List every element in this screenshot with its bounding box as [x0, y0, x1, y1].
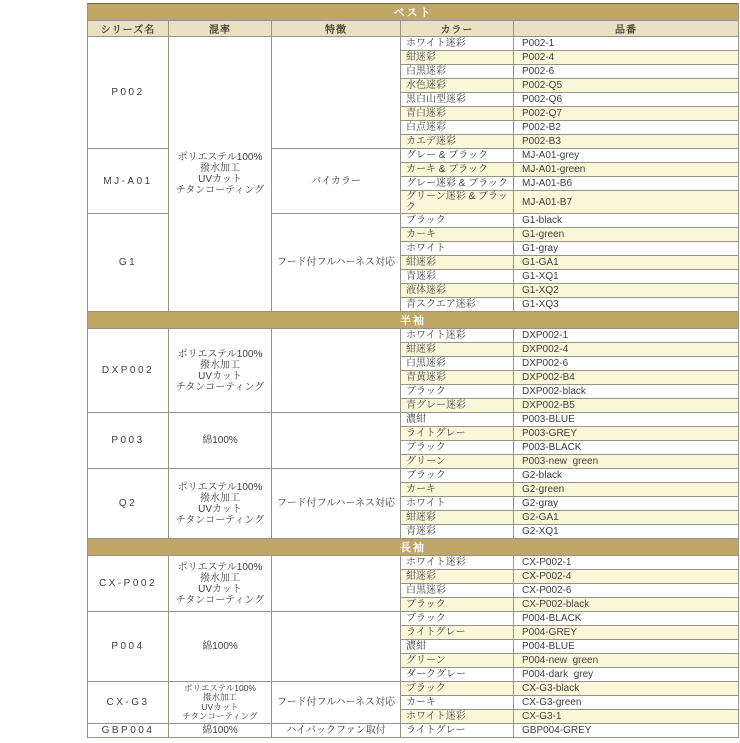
mix-line: チタンコーティング: [182, 710, 258, 721]
color-name-cell: 濃紺: [401, 640, 514, 654]
part-number-cell: P002-6: [514, 65, 739, 79]
part-number-cell: G1-black: [514, 214, 739, 228]
mix-line: ポリエステル100%: [184, 683, 256, 694]
series-name-cell: CX-P002: [88, 556, 169, 612]
feature-cell: フード付フルハーネス対応: [272, 214, 401, 312]
mix-line: チタンコーティング: [175, 594, 265, 606]
part-number-cell: P003-BLUE: [514, 413, 739, 427]
color-name-cell: 白黒迷彩: [401, 357, 514, 371]
mix-line: 綿100%: [202, 435, 238, 446]
mix-line: UVカット: [198, 583, 242, 595]
column-header-2: 特徴: [272, 21, 401, 37]
color-name-cell: 紺迷彩: [401, 51, 514, 65]
color-name-cell: ホワイト: [401, 497, 514, 511]
color-name-cell: 白黒迷彩: [401, 65, 514, 79]
color-name-cell: ブラック: [401, 385, 514, 399]
series-name-cell: CX-G3: [88, 682, 169, 724]
color-name-cell: 黒白山型迷彩: [401, 93, 514, 107]
part-number-cell: P002-1: [514, 37, 739, 51]
part-number-cell: CX-G3-black: [514, 682, 739, 696]
part-number-cell: DXP002-B4: [514, 371, 739, 385]
series-name-cell: G1: [88, 214, 169, 312]
mix-cell-1-1: [169, 413, 272, 469]
part-number-cell: MJ-A01-grey: [514, 149, 739, 163]
part-number-cell: GBP004-GREY: [514, 724, 739, 738]
color-name-cell: カーキ: [401, 696, 514, 710]
part-number-cell: P002-Q7: [514, 107, 739, 121]
feature-cell: [272, 413, 401, 469]
mix-line: チタンコーティング: [175, 185, 265, 196]
part-number-cell: G2-green: [514, 483, 739, 497]
feature-cell: [272, 556, 401, 612]
feature-cell: [272, 612, 401, 682]
color-name-cell: ホワイト: [401, 242, 514, 256]
part-number-cell: G2-XQ1: [514, 525, 739, 539]
part-number-cell: P004-BLACK: [514, 612, 739, 626]
color-name-cell: 青迷彩: [401, 270, 514, 284]
part-number-cell: G1-XQ2: [514, 284, 739, 298]
color-name-cell: ホワイト迷彩: [401, 556, 514, 570]
mix-line: 綿100%: [202, 641, 238, 652]
section-title-1: 半袖: [88, 312, 739, 329]
color-name-cell: ホワイト迷彩: [401, 37, 514, 51]
mix-line: UVカット: [198, 174, 242, 185]
color-name-cell: ブラック: [401, 598, 514, 612]
mix-line: ポリエステル100%: [177, 561, 263, 573]
color-name-cell: 濃紺: [401, 413, 514, 427]
column-header-3: カラー: [401, 21, 514, 37]
color-name-cell: グリーン: [401, 455, 514, 469]
part-number-cell: P002-B3: [514, 135, 739, 149]
part-number-cell: P002-Q6: [514, 93, 739, 107]
color-name-cell: カーキ: [401, 483, 514, 497]
color-name-cell: グレー迷彩 & ブラック: [401, 177, 514, 191]
feature-cell: ハイバックファン取付: [272, 724, 401, 738]
feature-cell: [272, 329, 401, 413]
series-name-cell: GBP004: [88, 724, 169, 738]
color-name-cell: ブラック: [401, 441, 514, 455]
color-name-cell: ブラック: [401, 682, 514, 696]
part-number-cell: G2-black: [514, 469, 739, 483]
part-number-cell: P003-BLACK: [514, 441, 739, 455]
feature-cell: フード付フルハーネス対応: [272, 469, 401, 539]
color-name-cell: ブラック: [401, 214, 514, 228]
mix-line: 撥水加工: [200, 359, 240, 371]
table-row: [88, 329, 739, 343]
part-number-cell: P004-GREY: [514, 626, 739, 640]
color-name-cell: 紺迷彩: [401, 256, 514, 270]
series-name-cell: P002: [88, 37, 169, 149]
table-row: [88, 724, 739, 738]
part-number-cell: DXP002-6: [514, 357, 739, 371]
part-number-cell: G1-XQ3: [514, 298, 739, 312]
color-name-cell: 青グレー迷彩: [401, 399, 514, 413]
table-row: [88, 612, 739, 626]
color-name-cell: ブラック: [401, 612, 514, 626]
section-title-2: 長袖: [88, 539, 739, 556]
color-name-cell: 白点迷彩: [401, 121, 514, 135]
mix-line: UVカット: [201, 701, 239, 712]
color-name-cell: カエデ迷彩: [401, 135, 514, 149]
color-name-cell: ブラック: [401, 469, 514, 483]
mix-cell-2-0: [169, 556, 272, 612]
mix-cell-1-0: [169, 329, 272, 413]
color-name-cell: 青白迷彩: [401, 107, 514, 121]
part-number-cell: CX-P002-1: [514, 556, 739, 570]
mix-line: UVカット: [198, 503, 242, 515]
part-number-cell: DXP002-1: [514, 329, 739, 343]
section-bar: [88, 539, 739, 556]
color-name-cell: ダークグレー: [401, 668, 514, 682]
mix-cell-1-2: [169, 469, 272, 539]
series-name-cell: P003: [88, 413, 169, 469]
color-name-cell: カーキ: [401, 228, 514, 242]
part-number-cell: P002-4: [514, 51, 739, 65]
color-name-cell: ライトグレー: [401, 427, 514, 441]
color-name-cell: グレー & ブラック: [401, 149, 514, 163]
part-number-cell: DXP002-black: [514, 385, 739, 399]
mix-line: 撥水加工: [202, 692, 237, 703]
color-name-cell: グリーン迷彩 & ブラック: [401, 191, 514, 214]
section-bar: [88, 4, 739, 21]
part-number-cell: P002-Q5: [514, 79, 739, 93]
series-name-cell: P004: [88, 612, 169, 682]
part-number-cell: DXP002-4: [514, 343, 739, 357]
mix-line: チタンコーティング: [175, 514, 265, 526]
mix-line: UVカット: [198, 370, 242, 382]
part-number-cell: P003-new green: [514, 455, 739, 469]
mix-cell-2-2: [169, 682, 272, 724]
color-name-cell: 紺迷彩: [401, 570, 514, 584]
part-number-cell: CX-P002-6: [514, 584, 739, 598]
mix-cell-0: [169, 37, 272, 312]
section-bar: [88, 312, 739, 329]
part-number-cell: G2-gray: [514, 497, 739, 511]
column-header-row: [88, 21, 739, 37]
table-row: [88, 682, 739, 696]
section-title-0: ベスト: [88, 4, 739, 21]
mix-cell-2-3: [169, 724, 272, 738]
mix-line: ポリエステル100%: [177, 481, 263, 493]
column-header-1: 混率: [169, 21, 272, 37]
table-row: [88, 413, 739, 427]
part-number-cell: P004-BLUE: [514, 640, 739, 654]
part-number-cell: MJ-A01-green: [514, 163, 739, 177]
part-number-cell: G2-GA1: [514, 511, 739, 525]
series-name-cell: MJ-A01: [88, 149, 169, 214]
mix-line: 撥水加工: [200, 572, 240, 584]
mix-cell-2-1: [169, 612, 272, 682]
mix-line: ポリエステル100%: [177, 152, 263, 163]
part-number-cell: CX-P002-4: [514, 570, 739, 584]
feature-cell: バイカラー: [272, 149, 401, 214]
color-name-cell: 紺迷彩: [401, 343, 514, 357]
part-number-cell: P004-new green: [514, 654, 739, 668]
color-name-cell: 水色迷彩: [401, 79, 514, 93]
part-number-cell: G1-gray: [514, 242, 739, 256]
table-row: [88, 469, 739, 483]
color-name-cell: ライトグレー: [401, 724, 514, 738]
part-number-cell: G1-XQ1: [514, 270, 739, 284]
part-number-cell: MJ-A01-B6: [514, 177, 739, 191]
mix-line: チタンコーティング: [175, 381, 265, 393]
color-name-cell: 液体迷彩: [401, 284, 514, 298]
column-header-4: 品番: [514, 21, 739, 37]
color-name-cell: グリーン: [401, 654, 514, 668]
mix-line: 綿100%: [202, 725, 238, 736]
part-number-cell: P004-dark grey: [514, 668, 739, 682]
part-number-cell: G1-green: [514, 228, 739, 242]
color-name-cell: ライトグレー: [401, 626, 514, 640]
part-number-cell: DXP002-B5: [514, 399, 739, 413]
table-row: [88, 556, 739, 570]
color-name-cell: 青黄迷彩: [401, 371, 514, 385]
color-name-cell: 青スクエア迷彩: [401, 298, 514, 312]
color-name-cell: ホワイト迷彩: [401, 710, 514, 724]
part-number-cell: CX-G3-1: [514, 710, 739, 724]
column-header-0: シリーズ名: [88, 21, 169, 37]
mix-line: ポリエステル100%: [177, 348, 263, 360]
product-spec-table: [87, 3, 739, 738]
color-name-cell: 青迷彩: [401, 525, 514, 539]
part-number-cell: P002-B2: [514, 121, 739, 135]
series-name-cell: DXP002: [88, 329, 169, 413]
part-number-cell: G1-GA1: [514, 256, 739, 270]
part-number-cell: CX-G3-green: [514, 696, 739, 710]
feature-cell: [272, 37, 401, 149]
part-number-cell: MJ-A01-B7: [514, 191, 739, 214]
color-name-cell: 白黒迷彩: [401, 584, 514, 598]
mix-line: 撥水加工: [200, 163, 240, 174]
color-name-cell: 紺迷彩: [401, 511, 514, 525]
table-row: [88, 37, 739, 51]
part-number-cell: CX-P002-black: [514, 598, 739, 612]
color-name-cell: カーキ & ブラック: [401, 163, 514, 177]
part-number-cell: P003-GREY: [514, 427, 739, 441]
color-name-cell: ホワイト迷彩: [401, 329, 514, 343]
series-name-cell: Q2: [88, 469, 169, 539]
feature-cell: フード付フルハーネス対応: [272, 682, 401, 724]
mix-line: 撥水加工: [200, 492, 240, 504]
